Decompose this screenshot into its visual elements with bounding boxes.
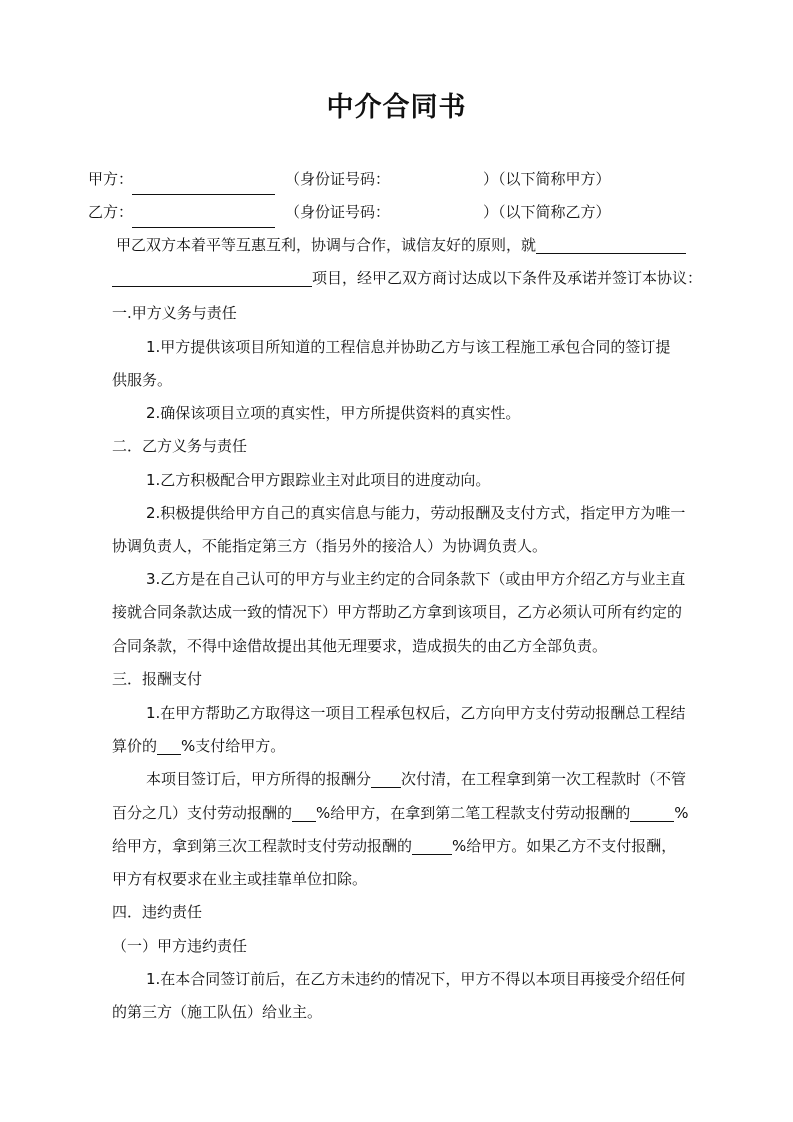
text-fragment: 百分之几）支付劳动报酬的 xyxy=(112,804,293,822)
section-3-p2-line-2 xyxy=(112,797,689,830)
intro-text-1: 甲乙双方本着平等互惠互利，协调与合作，诚信友好的原则，就 xyxy=(116,236,537,254)
section-2-item-1: 1.乙方积极配合甲方跟踪业主对此项目的进度动向。 xyxy=(146,471,491,489)
party-b-name-blank[interactable] xyxy=(132,209,275,228)
text-fragment: 给甲方，拿到第三次工程款时支付劳动报酬的 xyxy=(112,837,413,855)
party-b-tail: ）（以下简称乙方） xyxy=(483,203,611,221)
section-2-item-3-line-3: 合同条款，不得中途借故提出其他无理要求，造成损失的由乙方全部负责。 xyxy=(112,637,608,655)
section-3-p1-line-2 xyxy=(112,730,285,763)
section-4-subheading-1: （一）甲方违约责任 xyxy=(112,937,248,955)
party-a-label: 甲方： xyxy=(88,170,134,188)
section-1-heading: 一.甲方义务与责任 xyxy=(112,304,237,322)
section-4-heading: 四．违约责任 xyxy=(112,903,203,921)
party-b-id-label: （身份证号码： xyxy=(285,203,391,221)
project-name-blank-2[interactable] xyxy=(112,268,312,287)
text-fragment: %给甲方，在拿到第二笔工程款支付劳动报酬的 xyxy=(316,804,631,822)
installments-blank[interactable] xyxy=(371,769,401,788)
text-fragment: 次付清，在工程拿到第一次工程款时（不管 xyxy=(401,770,687,788)
text-fragment: %给甲方。如果乙方不支付报酬， xyxy=(452,837,677,855)
intro-text-2: 项目，经甲乙双方商讨达成以下条件及承诺并签订本协议： xyxy=(312,269,703,287)
section-2-item-2-line-2: 协调负责人，不能指定第三方（指另外的接洽人）为协调负责人。 xyxy=(112,537,548,555)
percent-blank-total[interactable] xyxy=(157,736,181,755)
percent-blank-second[interactable] xyxy=(630,803,674,822)
section-3-p2-line-4: 甲方有权要求在业主或挂靠单位扣除。 xyxy=(112,870,368,888)
section-1-item-1-line-2: 供服务。 xyxy=(112,371,173,389)
party-a-tail: ）（以下简称甲方） xyxy=(483,170,611,188)
party-a-line xyxy=(0,163,793,196)
section-2-heading: 二．乙方义务与责任 xyxy=(112,437,248,455)
section-2-item-3-line-2: 接就合同条款达成一致的情况下）甲方帮助乙方拿到该项目，乙方必须认可所有约定的 xyxy=(112,603,683,621)
text-fragment: 本项目签订后，甲方所得的报酬分 xyxy=(146,770,372,788)
section-1-item-2: 2.确保该项目立项的真实性，甲方所提供资料的真实性。 xyxy=(146,404,521,422)
text-fragment: %支付给甲方。 xyxy=(181,737,286,755)
section-4-item-1-line-1: 1.在本合同签订前后，在乙方未违约的情况下，甲方不得以本项目再接受介绍任何 xyxy=(146,970,686,988)
intro-line-2 xyxy=(112,262,702,295)
section-3-p1-line-1: 1.在甲方帮助乙方取得这一项目工程承包权后，乙方向甲方支付劳动报酬总工程结 xyxy=(146,704,686,722)
party-b-label: 乙方： xyxy=(88,203,134,221)
section-2-item-3-line-1: 3.乙方是在自己认可的甲方与业主约定的合同条款下（或由甲方介绍乙方与业主直 xyxy=(146,570,686,588)
party-a-id-label: （身份证号码： xyxy=(285,170,391,188)
section-3-p2-line-1 xyxy=(146,763,686,796)
percent-blank-third[interactable] xyxy=(412,836,452,855)
party-b-line xyxy=(0,196,793,229)
section-2-item-2-line-1: 2.积极提供给甲方自己的真实信息与能力，劳动报酬及支付方式，指定甲方为唯一 xyxy=(146,504,686,522)
text-fragment: 算价的 xyxy=(112,737,158,755)
section-3-heading: 三．报酬支付 xyxy=(112,670,203,688)
intro-line-1 xyxy=(116,229,686,262)
project-name-blank[interactable] xyxy=(536,235,686,254)
document-title: 中介合同书 xyxy=(326,92,467,123)
party-a-name-blank[interactable] xyxy=(132,176,275,195)
section-4-item-1-line-2: 的第三方（施工队伍）给业主。 xyxy=(112,1003,323,1021)
percent-blank-first[interactable] xyxy=(292,803,316,822)
text-fragment: % xyxy=(674,804,689,822)
section-3-p2-line-3 xyxy=(112,830,676,863)
section-1-item-1-line-1: 1.甲方提供该项目所知道的工程信息并协助乙方与该工程施工承包合同的签订提 xyxy=(146,338,671,356)
